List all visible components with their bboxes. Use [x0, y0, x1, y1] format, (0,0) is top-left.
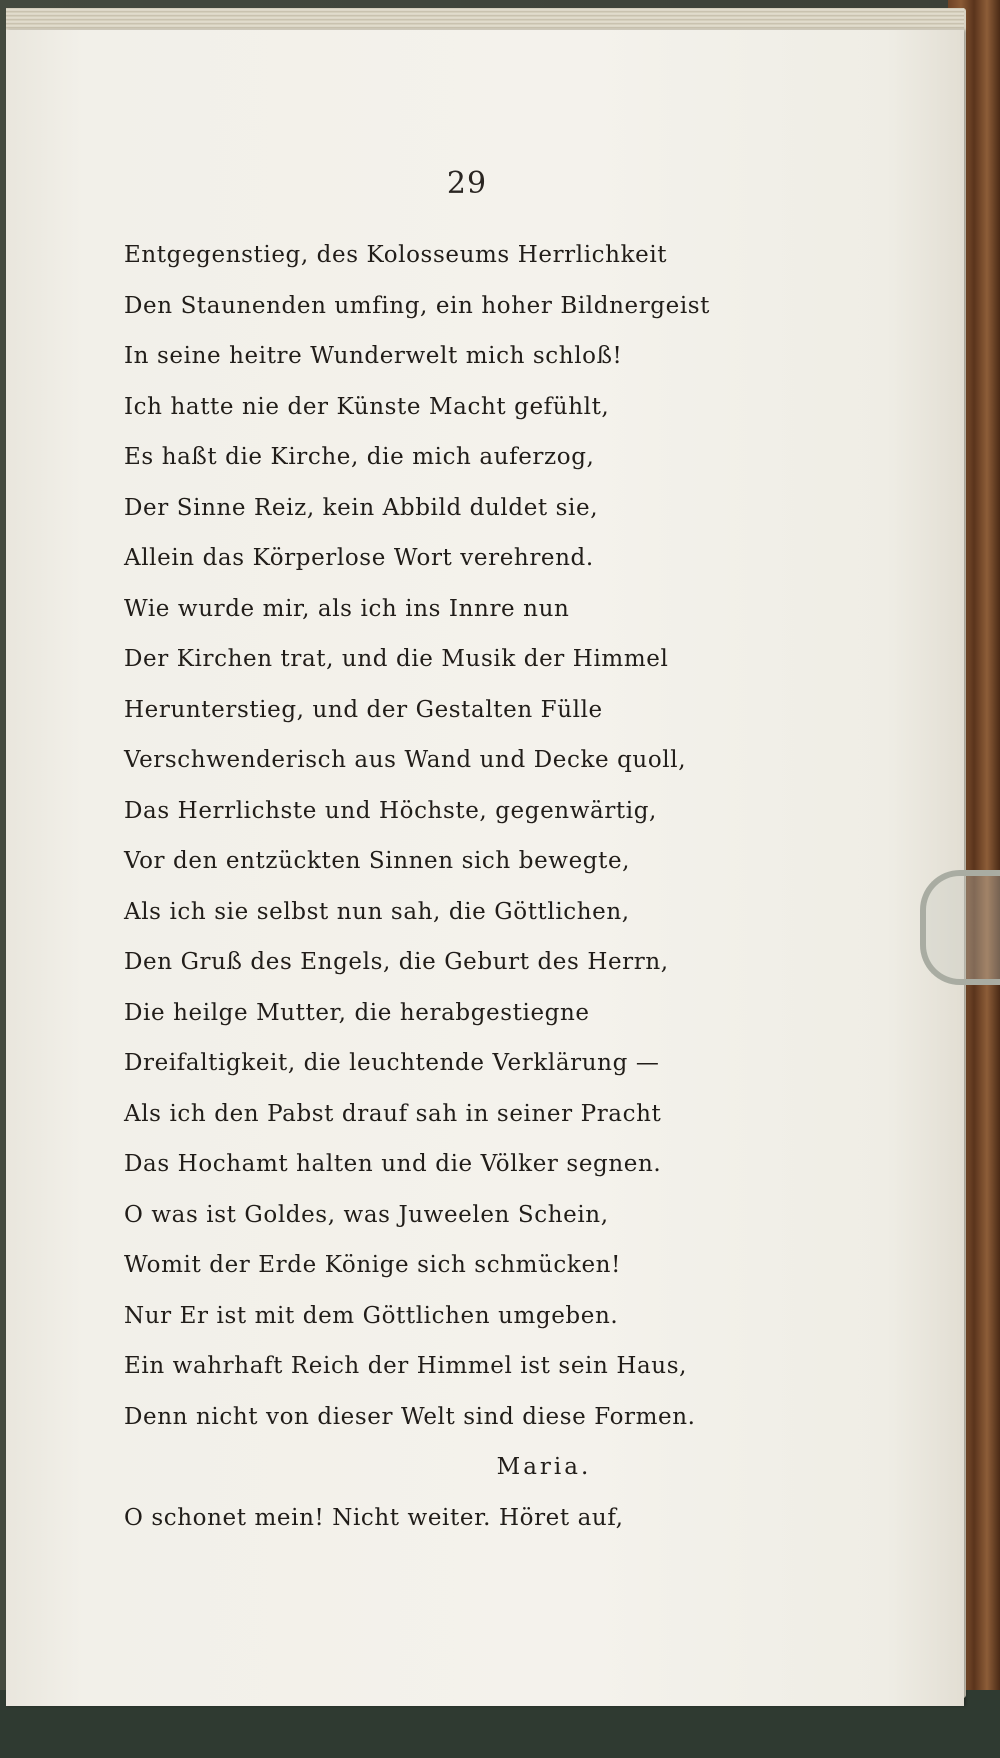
- verse-line: Als ich sie selbst nun sah, die Göttlichen,: [124, 898, 630, 925]
- verse-line: Dreifaltigkeit, die leuchtende Verklärung —: [124, 1050, 660, 1076]
- page-number: 29: [446, 166, 488, 201]
- verse-line: Das Hochamt halten und die Völker segnen.: [124, 1151, 662, 1177]
- verse-line: Ein wahrhaft Reich der Himmel ist sein Haus,: [124, 1353, 688, 1379]
- verse-line: Denn nicht von dieser Welt sind diese Formen.: [124, 1403, 696, 1430]
- verse-line: Der Kirchen trat, und die Musik der Himmel: [124, 646, 669, 672]
- verse-line: Als ich den Pabst drauf sah in seiner Pracht: [124, 1100, 662, 1127]
- verse-line: In seine heitre Wunderwelt mich schloß!: [124, 343, 623, 369]
- verse-line: Vor den entzückten Sinnen sich bewegte,: [124, 848, 631, 874]
- speaker-name: Maria.: [496, 1454, 592, 1480]
- verse-line: Es haßt die Kirche, die mich auferzog,: [124, 444, 595, 470]
- verse-line: Die heilge Mutter, die herabgestiegne: [124, 999, 590, 1026]
- verse-line: Entgegenstieg, des Kolosseums Herrlichkeit: [124, 242, 668, 268]
- verse-line: Herunterstieg, und der Gestalten Fülle: [124, 696, 603, 723]
- verse-block: [124, 230, 884, 1543]
- verse-line: Der Sinne Reiz, kein Abbild duldet sie,: [124, 494, 599, 521]
- verse-line: Das Herrlichste und Höchste, gegenwärtig,: [124, 797, 657, 824]
- verse-line: Wie wurde mir, als ich ins Innre nun: [124, 595, 570, 622]
- page-top-edge: [6, 8, 964, 32]
- verse-line: O schonet mein! Nicht weiter. Höret auf,: [124, 1504, 624, 1531]
- verse-line: Ich hatte nie der Künste Macht gefühlt,: [124, 393, 610, 420]
- verse-line: Nur Er ist mit dem Göttlichen umgeben.: [124, 1302, 619, 1329]
- verse-line: Den Staunenden umfing, ein hoher Bildnergeist: [124, 292, 711, 319]
- page-stack: [6, 8, 966, 1698]
- verse-line: Den Gruß des Engels, die Geburt des Herrn,: [124, 949, 669, 975]
- book-page: [6, 30, 964, 1706]
- verse-line: Womit der Erde Könige sich schmücken!: [124, 1252, 621, 1278]
- verse-line: Verschwenderisch aus Wand und Decke quoll,: [124, 747, 687, 773]
- verse-line: Allein das Körperlose Wort verehrend.: [124, 545, 594, 571]
- page-clip: [920, 870, 1000, 985]
- verse-line: O was ist Goldes, was Juweelen Schein,: [124, 1201, 609, 1228]
